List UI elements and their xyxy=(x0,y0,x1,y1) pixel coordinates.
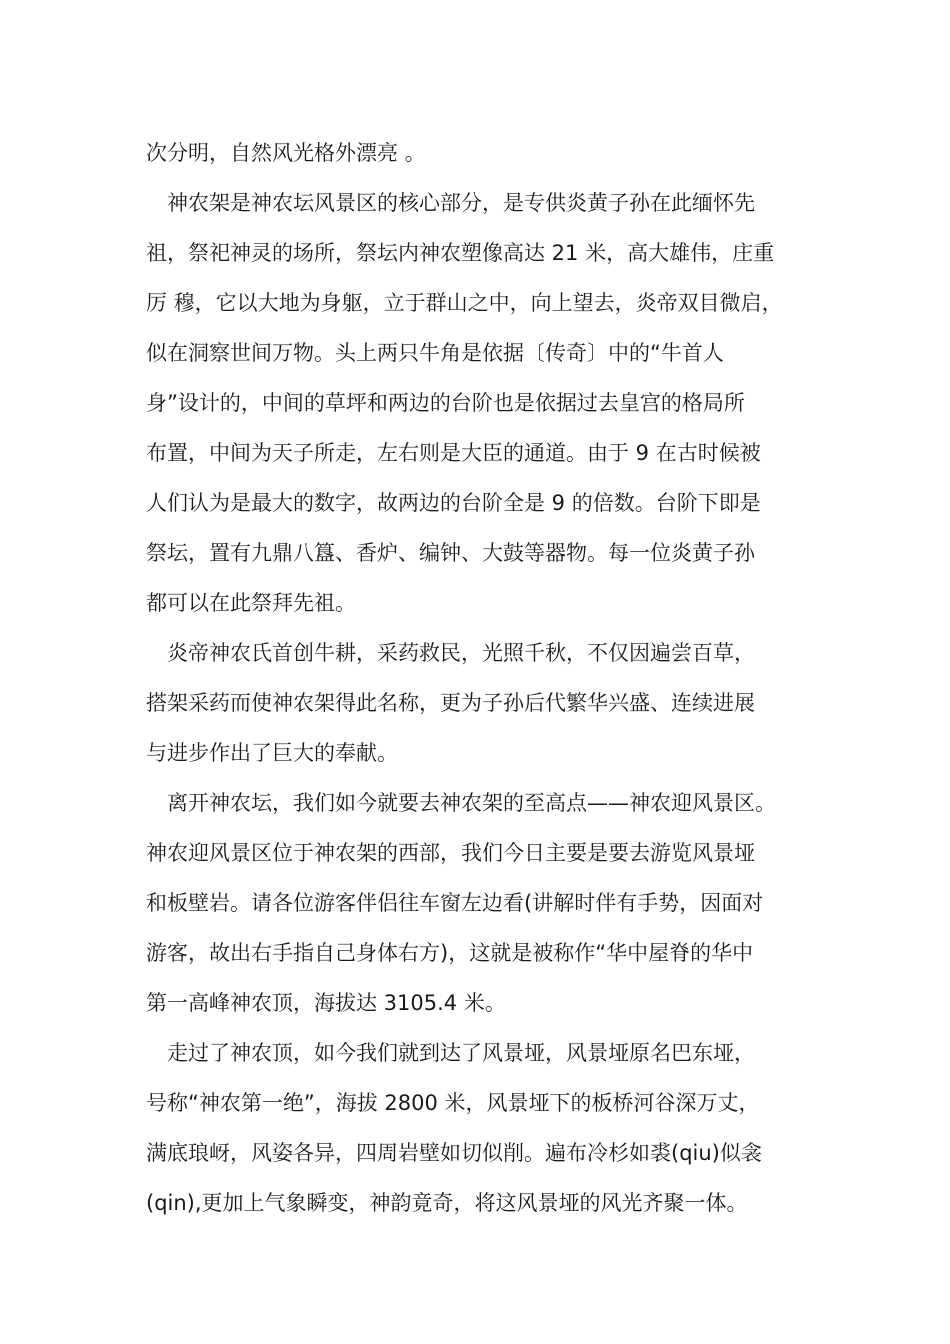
paragraph-start-line: 神农架是神农坛风景区的核心部分，是专供炎黄子孙在此缅怀先 xyxy=(167,191,755,215)
text-line: 祭坛，置有九鼎八簋、香炉、编钟、大鼓等器物。每一位炎黄子孙 xyxy=(146,541,755,565)
text-line: 游客，故出右手指自己身体右方)，这就是被称作“华中屋脊的华中 xyxy=(146,941,754,965)
text-line: 搭架采药而使神农架得此名称，更为子孙后代繁华兴盛、连续进展 xyxy=(146,691,755,715)
text-line: 厉 穆，它以大地为身躯，立于群山之中，向上望去，炎帝双目微启， xyxy=(146,291,783,315)
text-line: 身”设计的，中间的草坪和两边的台阶也是依据过去皇宫的格局所 xyxy=(146,391,745,415)
text-line: 似在洞察世间万物。头上两只牛角是依据〔传奇〕中的“牛首人 xyxy=(146,341,724,365)
text-line: 人们认为是最大的数字，故两边的台阶全是 9 的倍数。台阶下即是 xyxy=(146,491,761,515)
text-line: 和板壁岩。请各位游客伴侣往车窗左边看(讲解时伴有手势，因面对 xyxy=(146,891,764,915)
paragraph-start-line: 炎帝神农氏首创牛耕，采药救民，光照千秋，不仅因遍尝百草， xyxy=(167,641,755,665)
text-line: 神农迎风景区位于神农架的西部，我们今日主要是要去游览风景垭 xyxy=(146,841,755,865)
text-line: 都可以在此祭拜先祖。 xyxy=(146,591,356,615)
paragraph-start-line: 离开神农坛，我们如今就要去神农架的至高点——神农迎风景区。 xyxy=(167,791,776,815)
paragraph-start-line: 走过了神农顶，如今我们就到达了风景垭，风景垭原名巴东垭， xyxy=(167,1041,755,1065)
text-line: 与进步作出了巨大的奉献。 xyxy=(146,741,398,765)
text-line: 祖，祭祀神灵的场所，祭坛内神农塑像高达 21 米，高大雄伟，庄重 xyxy=(146,241,775,265)
text-line: 号称“神农第一绝”，海拔 2800 米，风景垭下的板桥河谷深万丈， xyxy=(146,1091,760,1115)
text-line: 布置，中间为天子所走，左右则是大臣的通道。由于 9 在古时候被 xyxy=(146,441,761,465)
document-body xyxy=(146,128,826,1228)
text-line: 满底琅岈，风姿各异，四周岩壁如切似削。遍布冷杉如裘(qiu)似衾 xyxy=(146,1141,762,1165)
text-line: 第一高峰神农顶，海拔达 3105.4 米。 xyxy=(146,991,506,1015)
text-line: (qin),更加上气象瞬变，神韵竟奇，将这风景垭的风光齐聚一体。 xyxy=(146,1191,748,1215)
text-line: 次分明，自然风光格外漂亮 。 xyxy=(146,141,426,165)
